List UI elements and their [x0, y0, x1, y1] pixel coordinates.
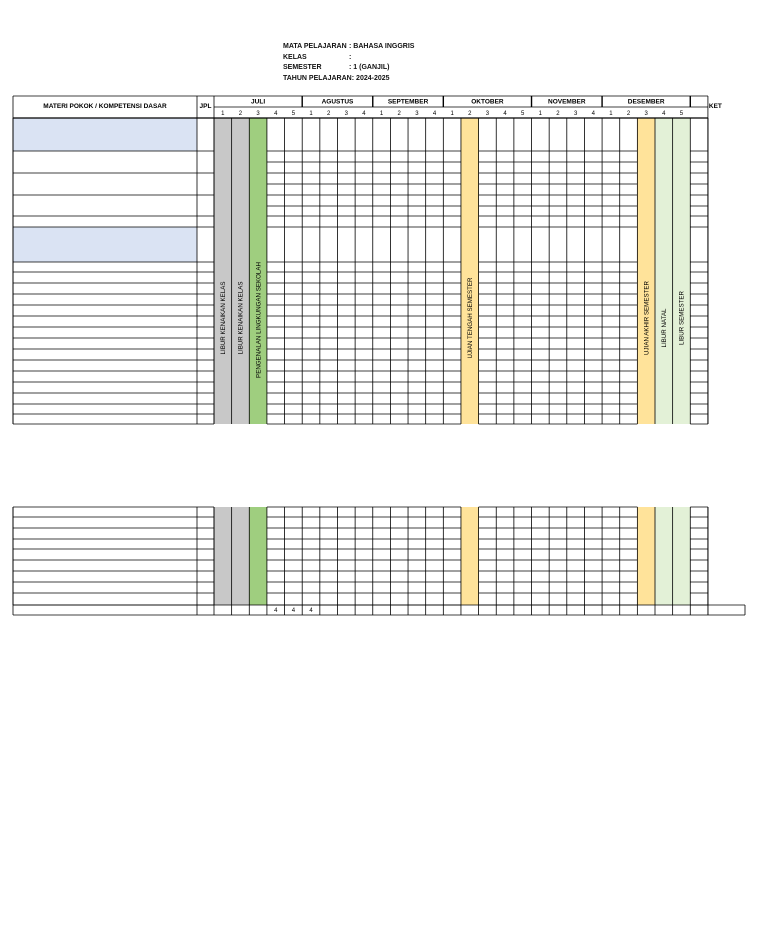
week-number: 4 — [662, 111, 666, 117]
materi-highlight-cell — [13, 118, 197, 151]
month-label: DESEMBER — [627, 98, 665, 106]
week-number: 5 — [679, 111, 684, 117]
week-number: 2 — [326, 111, 331, 117]
week-number: 3 — [415, 111, 419, 117]
week-annotation-label: LIBUR KENAIKAN KELAS — [220, 281, 228, 355]
month-label: OKTOBER — [471, 98, 504, 106]
week-number: 2 — [468, 111, 472, 117]
week-column-fill — [214, 118, 232, 424]
month-label: NOVEMBER — [548, 98, 586, 106]
month-label: JULI — [251, 98, 266, 106]
week-number: 4 — [362, 111, 366, 117]
week-number: 2 — [556, 111, 560, 117]
week-number: 4 — [274, 111, 278, 117]
week-number: 5 — [291, 111, 296, 117]
week-column-fill — [637, 118, 655, 424]
week-number: 2 — [397, 111, 401, 117]
week-number: 4 — [503, 111, 507, 117]
month-label: SEPTEMBER — [387, 98, 429, 106]
week-column-fill — [232, 118, 250, 424]
week-number: 1 — [221, 111, 225, 117]
week-number: 5 — [521, 111, 525, 117]
week-number: 1 — [538, 111, 543, 117]
week-annotation-label: LIBUR NATAL — [661, 308, 669, 348]
week-annotation-label: LIBUR KENAIKAN KELAS — [237, 281, 245, 355]
week-number: 1 — [450, 111, 454, 117]
ket-header: KET — [708, 103, 722, 110]
week-number: 4 — [591, 111, 595, 117]
week-number: 3 — [485, 111, 490, 117]
header-school-year: TAHUN PELAJARAN: 2024-2025 — [283, 74, 390, 82]
week-column-fill — [232, 507, 250, 605]
month-label: AGUSTUS — [321, 98, 354, 106]
week-number: 1 — [379, 111, 384, 117]
week-number: 2 — [238, 111, 243, 117]
week-number: 1 — [309, 111, 313, 117]
materi-header: MATERI POKOK / KOMPETENSI DASAR — [43, 103, 167, 110]
week-number: 1 — [609, 111, 613, 117]
week-number: 2 — [626, 111, 631, 117]
week-number: 3 — [644, 111, 648, 117]
week-number: 3 — [256, 111, 260, 117]
week-column-fill — [249, 507, 267, 605]
week-number: 3 — [573, 111, 578, 117]
week-column-fill — [214, 507, 232, 605]
week-column-fill — [461, 507, 479, 605]
week-column-fill — [673, 507, 691, 605]
week-column-fill — [655, 507, 673, 605]
materi-highlight-cell — [13, 227, 197, 262]
week-number: 3 — [344, 111, 348, 117]
week-annotation-label: UJIAN AKHIR SEMESTER — [643, 281, 651, 355]
week-column-fill — [637, 507, 655, 605]
header-subject: MATA PELAJARAN : BAHASA INGGRIS — [283, 43, 415, 50]
week-annotation-label: LIBUR SEMESTER — [678, 291, 686, 345]
total-value: 4 — [274, 608, 278, 614]
jpl-header: JPL — [199, 103, 212, 110]
week-annotation-label: UJIAN TENGAH SEMESTER — [466, 277, 474, 359]
week-column-fill — [655, 118, 673, 424]
week-annotation-label: PENGENALAN LINGKUNGAN SEKOLAH — [255, 262, 263, 378]
week-number: 4 — [432, 111, 437, 117]
header-class: KELAS : — [283, 53, 352, 61]
header-semester: SEMESTER : 1 (GANJIL) — [283, 64, 390, 71]
week-column-fill — [461, 118, 479, 424]
total-value: 4 — [309, 608, 313, 614]
week-column-fill — [673, 118, 691, 424]
total-value: 4 — [291, 608, 296, 614]
